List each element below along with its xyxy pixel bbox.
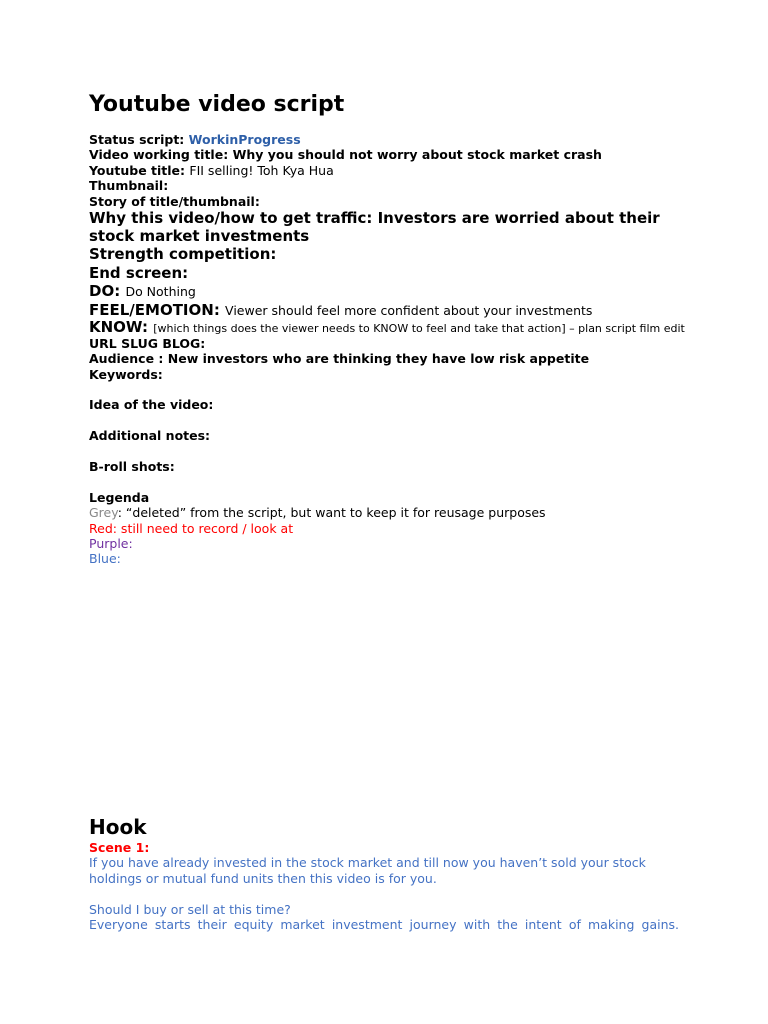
youtube-title-label: Youtube title: <box>89 162 190 178</box>
paragraph-spacer <box>89 886 679 902</box>
url-slug-line <box>89 336 689 351</box>
legend-title-text: Legenda <box>89 489 150 505</box>
feel-label: FEEL/EMOTION: <box>89 300 226 319</box>
spacer <box>89 382 689 397</box>
broll-line <box>89 459 689 474</box>
notes-label: Additional notes: <box>89 428 211 444</box>
legend-red: Red: still need to record / look at <box>89 520 294 536</box>
hook-paragraph-3: Everyone starts their equity market investment journey with the intent of making gains. <box>89 917 679 932</box>
script-fields <box>89 132 689 567</box>
know-line <box>89 317 689 336</box>
legend-title <box>89 490 689 505</box>
spacer <box>89 444 689 459</box>
do-value: Do Nothing <box>125 283 196 299</box>
audience-line <box>89 351 689 366</box>
do-line <box>89 282 689 301</box>
traffic-line: Why this video/how to get traffic: Investors are worried about their stock market investments <box>89 209 660 246</box>
youtube-title-value: FII selling! Toh Kya Hua <box>189 162 334 178</box>
document-title: Youtube video script <box>89 92 345 117</box>
strength-line: Strength competition: <box>89 245 277 264</box>
scene-label: Scene 1: <box>89 840 150 855</box>
spacer <box>89 413 689 428</box>
status-line <box>89 132 689 147</box>
thumbnail-label: Thumbnail: <box>89 178 169 194</box>
working-title-line <box>89 147 689 162</box>
idea-label: Idea of the video: <box>89 397 214 413</box>
thumbnail-line <box>89 178 689 193</box>
legend-purple: Purple: <box>89 536 133 552</box>
know-label: KNOW: <box>89 317 154 336</box>
legend-grey-word: Grey <box>89 505 118 521</box>
story-line <box>89 194 689 209</box>
end-screen-line: End screen: <box>89 263 189 282</box>
audience-text: Audience : New investors who are thinking they have low risk appetite <box>89 351 590 367</box>
hook-body <box>89 840 679 933</box>
keywords-label: Keywords: <box>89 366 163 382</box>
keywords-line <box>89 367 689 382</box>
spacer <box>89 474 689 489</box>
hook-paragraph-2: Should I buy or sell at this time? <box>89 901 291 917</box>
working-title-value: Why you should not worry about stock market crash <box>232 147 602 163</box>
notes-line <box>89 428 689 443</box>
legend-grey-text: : “deleted” from the script, but want to keep it for reusage purposes <box>117 505 546 521</box>
legend-grey <box>89 505 689 520</box>
hook-paragraph-1: If you have already invested in the stock market and till now you haven’t sold your stock holdings or mutual fund units then this video is for you. <box>89 855 646 886</box>
story-label: Story of title/thumbnail: <box>89 193 260 209</box>
know-value: [which things does the viewer needs to KNOW to feel and take that action] – plan script film edit <box>153 321 685 335</box>
working-title-label: Video working title: <box>89 147 233 163</box>
do-label: DO: <box>89 281 126 300</box>
hook-heading: Hook <box>89 815 147 839</box>
idea-line <box>89 397 689 412</box>
url-slug-label: URL SLUG BLOG: <box>89 335 206 351</box>
status-label: Status script: <box>89 132 189 147</box>
feel-line <box>89 301 689 320</box>
youtube-title-line <box>89 163 689 178</box>
legend-blue: Blue: <box>89 551 121 567</box>
broll-label: B-roll shots: <box>89 459 175 475</box>
feel-value: Viewer should feel more confident about your investments <box>225 302 593 318</box>
status-value: WorkinProgress <box>188 132 301 147</box>
